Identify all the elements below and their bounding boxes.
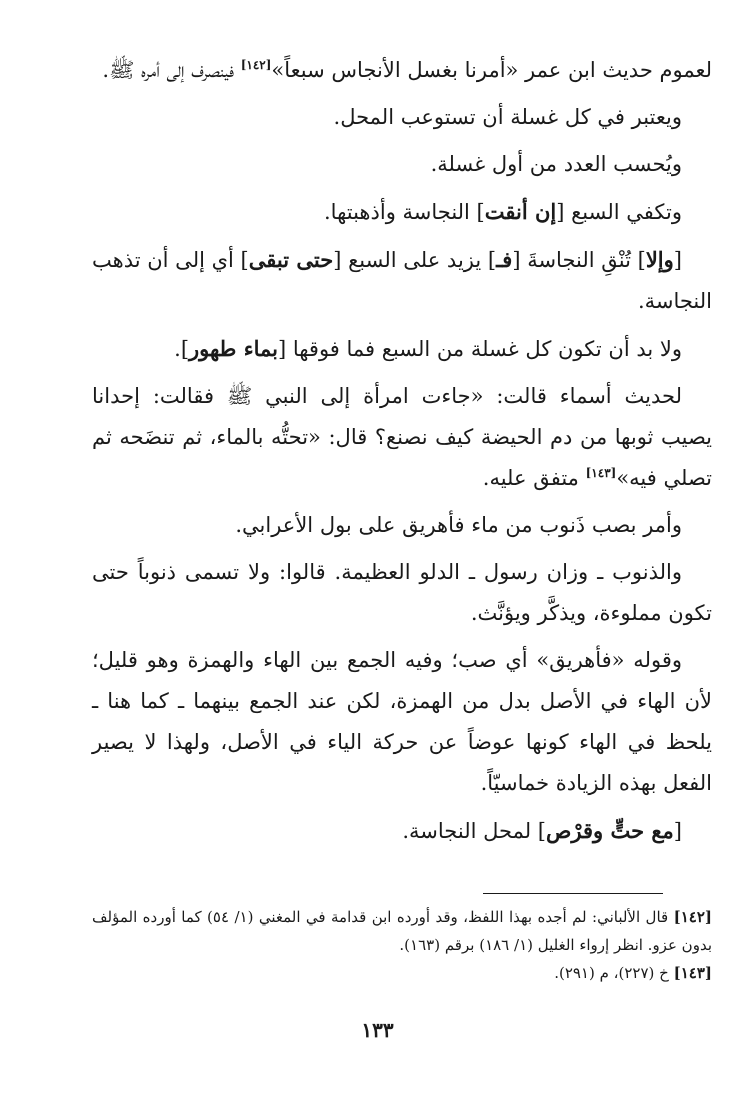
footnote-marker: [١٤٢]	[240, 58, 272, 72]
text-run: وتكفي السبع [	[556, 200, 682, 224]
bold-term: [١٤٣]	[673, 964, 712, 982]
paragraph	[92, 505, 712, 546]
text-run: [	[673, 248, 682, 272]
text-run: خ (٢٢٧)، م (٢٩١).	[554, 964, 674, 982]
page-number: ١٣٣	[361, 1018, 394, 1042]
bold-term: بماء طهور	[189, 336, 278, 361]
bold-term: وإلا	[645, 247, 674, 272]
bold-term: إن أنقت	[484, 199, 557, 224]
paragraph	[92, 810, 712, 852]
text-run: وقوله «فأهريق» أي صب؛ وفيه الجمع بين الهاء والهمزة وهو قليل؛ لأن الهاء في الأصل بدل من الهمزة، لكن عند الجمع بينهما ـ كما هنا ـ يلحظ في الهاء كونها عوضاً عن حركة الياء في الأصل، ولهذا لا يصير الفعل بهذه الزيادة خماسيّاً.	[92, 648, 712, 795]
text-run: متفق عليه.	[482, 466, 586, 490]
paragraph	[92, 328, 712, 370]
text-run: ] لمحل النجاسة.	[402, 819, 546, 843]
bold-term: مع حتٍّ وقرْص	[545, 818, 674, 843]
paragraph	[92, 552, 712, 634]
text-run: [	[673, 819, 682, 843]
footnote	[92, 959, 712, 987]
text-run: ويعتبر في كل غسلة أن تستوعب المحل.	[333, 105, 682, 129]
text-run: ] تُنْقِ النجاسةَ [	[512, 248, 646, 272]
paragraph	[92, 376, 712, 499]
main-text	[92, 50, 712, 858]
paragraph	[92, 640, 712, 804]
footnote-separator	[483, 893, 663, 894]
bold-term: فـ	[496, 247, 513, 272]
text-run: والذنوب ـ وزان رسول ـ الدلو العظيمة. قالوا: ولا تسمى ذنوباً حتى تكون مملوءة، ويذكَّر ويؤنَّث.	[92, 560, 712, 625]
bold-term: حتى تبقى	[248, 247, 334, 272]
text-run: لعموم حديث ابن عمر «أمرنا بغسل الأنجاس سبعاً»	[271, 58, 712, 82]
footnote-marker: [١٤٣]	[585, 466, 617, 480]
text-run: فينصرف إلى أمره ﷺ.	[102, 58, 241, 82]
paragraph	[92, 191, 712, 233]
text-run: ولا بد أن تكون كل غسلة من السبع فما فوقها [	[277, 337, 682, 361]
text-run: ] يزيد على السبع [	[333, 248, 497, 272]
paragraph	[92, 50, 712, 91]
text-run: ] أي إلى أن تذهب النجاسة.	[92, 248, 712, 313]
text-run: ويُحسب العدد من أول غسلة.	[430, 152, 682, 176]
text-run: لحديث أسماء قالت: «جاءت امرأة إلى النبي ﷺ فقالت: إحدانا يصيب ثوبها من دم الحيضة كيف نصنع؟ قال: «تحتُّه بالماء، ثم تنضَحه ثم تصلي فيه»	[92, 384, 712, 490]
text-run: وأمر بصب ذَنوب من ماء فأهريق على بول الأعرابي.	[235, 513, 682, 537]
text-run: ] النجاسة وأذهبتها.	[324, 200, 485, 224]
paragraph	[92, 97, 712, 138]
paragraph	[92, 144, 712, 185]
bold-term: [١٤٢]	[673, 908, 712, 926]
paragraph	[92, 239, 712, 322]
footnotes	[92, 903, 712, 987]
text-run: قال الألباني: لم أجده بهذا اللفظ، وقد أورده ابن قدامة في المغني (١/ ٥٤) كما أورده المؤلف بدون عزو. انظر إرواء الغليل (١/ ١٨٦) برقم (١٦٣).	[92, 908, 712, 954]
footnote	[92, 903, 712, 959]
text-run: ].	[174, 337, 190, 361]
